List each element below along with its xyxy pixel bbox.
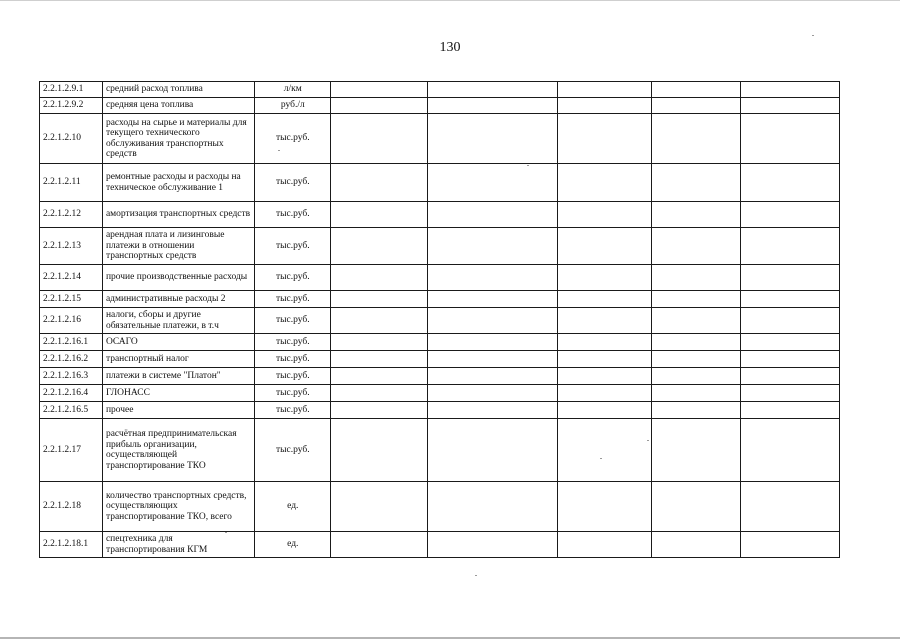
- empty-value-cell: [652, 291, 741, 308]
- scan-speck: [527, 165, 529, 166]
- row-name: арендная плата и лизинговые платежи в отношении транспортных средств: [102, 228, 254, 265]
- empty-value-cell: [652, 164, 741, 202]
- row-name: спецтехника для транспортирования КГМ: [102, 532, 254, 558]
- empty-value-cell: [741, 114, 840, 164]
- empty-value-cell: [652, 334, 741, 351]
- empty-value-cell: [427, 351, 557, 368]
- empty-value-cell: [331, 265, 427, 291]
- empty-value-cell: [557, 202, 651, 228]
- row-code: 2.2.1.2.15: [40, 291, 103, 308]
- table-row: [40, 402, 840, 419]
- row-unit: тыс.руб.: [255, 291, 331, 308]
- empty-value-cell: [652, 482, 741, 532]
- empty-value-cell: [427, 82, 557, 98]
- row-code: 2.2.1.2.11: [40, 164, 103, 202]
- empty-value-cell: [652, 532, 741, 558]
- empty-value-cell: [652, 228, 741, 265]
- empty-value-cell: [427, 228, 557, 265]
- table-row: [40, 228, 840, 265]
- table-row: [40, 482, 840, 532]
- empty-value-cell: [557, 334, 651, 351]
- empty-value-cell: [427, 114, 557, 164]
- row-name: прочее: [102, 402, 254, 419]
- row-code: 2.2.1.2.16.3: [40, 368, 103, 385]
- empty-value-cell: [331, 308, 427, 334]
- row-name: расчётная предпринимательская прибыль организации, осуществляющей транспортирование ТКО: [102, 419, 254, 482]
- row-unit: тыс.руб.: [255, 202, 331, 228]
- scan-speck: [812, 35, 814, 36]
- table-row: [40, 419, 840, 482]
- empty-value-cell: [652, 308, 741, 334]
- row-unit: тыс.руб.: [255, 114, 331, 164]
- empty-value-cell: [557, 291, 651, 308]
- empty-value-cell: [331, 402, 427, 419]
- row-unit: тыс.руб.: [255, 402, 331, 419]
- empty-value-cell: [331, 228, 427, 265]
- empty-value-cell: [331, 291, 427, 308]
- empty-value-cell: [741, 308, 840, 334]
- empty-value-cell: [557, 164, 651, 202]
- empty-value-cell: [557, 82, 651, 98]
- empty-value-cell: [331, 385, 427, 402]
- empty-value-cell: [741, 82, 840, 98]
- empty-value-cell: [652, 419, 741, 482]
- row-name: средняя цена топлива: [102, 98, 254, 114]
- row-unit: ед.: [255, 482, 331, 532]
- row-code: 2.2.1.2.16.2: [40, 351, 103, 368]
- row-code: 2.2.1.2.18: [40, 482, 103, 532]
- table-row: [40, 334, 840, 351]
- empty-value-cell: [557, 368, 651, 385]
- row-unit: тыс.руб.: [255, 368, 331, 385]
- row-unit: ед.: [255, 532, 331, 558]
- table-row: [40, 385, 840, 402]
- page-bottom-edge: [0, 637, 900, 639]
- table-body: [40, 82, 840, 558]
- row-name: административные расходы 2: [102, 291, 254, 308]
- empty-value-cell: [557, 482, 651, 532]
- empty-value-cell: [557, 532, 651, 558]
- scan-speck: [225, 532, 227, 533]
- empty-value-cell: [741, 291, 840, 308]
- table-row: [40, 202, 840, 228]
- empty-value-cell: [427, 368, 557, 385]
- row-unit: тыс.руб.: [255, 334, 331, 351]
- empty-value-cell: [427, 419, 557, 482]
- row-name: прочие производственные расходы: [102, 265, 254, 291]
- empty-value-cell: [427, 202, 557, 228]
- row-code: 2.2.1.2.17: [40, 419, 103, 482]
- empty-value-cell: [427, 98, 557, 114]
- empty-value-cell: [652, 351, 741, 368]
- empty-value-cell: [557, 308, 651, 334]
- row-unit: тыс.руб.: [255, 308, 331, 334]
- empty-value-cell: [741, 419, 840, 482]
- row-unit: тыс.руб.: [255, 265, 331, 291]
- table-row: [40, 98, 840, 114]
- empty-value-cell: [427, 402, 557, 419]
- data-table: [39, 81, 840, 558]
- empty-value-cell: [427, 334, 557, 351]
- empty-value-cell: [557, 98, 651, 114]
- empty-value-cell: [557, 419, 651, 482]
- row-unit: тыс.руб.: [255, 351, 331, 368]
- row-name: платежи в системе "Платон": [102, 368, 254, 385]
- table-row: [40, 265, 840, 291]
- empty-value-cell: [741, 334, 840, 351]
- row-code: 2.2.1.2.12: [40, 202, 103, 228]
- empty-value-cell: [741, 368, 840, 385]
- empty-value-cell: [557, 402, 651, 419]
- empty-value-cell: [741, 385, 840, 402]
- page-number: 130: [439, 40, 461, 55]
- scan-speck: [600, 458, 602, 459]
- row-code: 2.2.1.2.14: [40, 265, 103, 291]
- row-code: 2.2.1.2.16.5: [40, 402, 103, 419]
- empty-value-cell: [652, 368, 741, 385]
- empty-value-cell: [652, 82, 741, 98]
- row-unit: тыс.руб.: [255, 164, 331, 202]
- row-code: 2.2.1.2.16: [40, 308, 103, 334]
- row-code: 2.2.1.2.16.4: [40, 385, 103, 402]
- page-top-edge: [0, 0, 900, 1]
- empty-value-cell: [331, 98, 427, 114]
- empty-value-cell: [331, 419, 427, 482]
- row-name: ГЛОНАСС: [102, 385, 254, 402]
- row-name: амортизация транспортных средств: [102, 202, 254, 228]
- empty-value-cell: [331, 334, 427, 351]
- empty-value-cell: [741, 228, 840, 265]
- empty-value-cell: [557, 265, 651, 291]
- empty-value-cell: [427, 265, 557, 291]
- table-row: [40, 308, 840, 334]
- table-row: [40, 351, 840, 368]
- empty-value-cell: [557, 351, 651, 368]
- row-unit: руб./л: [255, 98, 331, 114]
- scan-speck: [475, 575, 477, 576]
- table-row: [40, 532, 840, 558]
- row-unit: тыс.руб.: [255, 419, 331, 482]
- table-row: [40, 164, 840, 202]
- empty-value-cell: [741, 402, 840, 419]
- table-row: [40, 368, 840, 385]
- empty-value-cell: [331, 351, 427, 368]
- empty-value-cell: [652, 402, 741, 419]
- empty-value-cell: [741, 532, 840, 558]
- table-row: [40, 291, 840, 308]
- empty-value-cell: [427, 482, 557, 532]
- empty-value-cell: [652, 265, 741, 291]
- row-name: средний расход топлива: [102, 82, 254, 98]
- empty-value-cell: [331, 82, 427, 98]
- empty-value-cell: [557, 385, 651, 402]
- empty-value-cell: [331, 114, 427, 164]
- empty-value-cell: [652, 202, 741, 228]
- row-name: ремонтные расходы и расходы на техническое обслуживание 1: [102, 164, 254, 202]
- row-unit: тыс.руб.: [255, 228, 331, 265]
- row-unit: л/км: [255, 82, 331, 98]
- row-name: количество транспортных средств, осуществляющих транспортирование ТКО, всего: [102, 482, 254, 532]
- empty-value-cell: [427, 164, 557, 202]
- empty-value-cell: [427, 308, 557, 334]
- empty-value-cell: [557, 114, 651, 164]
- row-code: 2.2.1.2.13: [40, 228, 103, 265]
- scan-speck: [278, 150, 280, 151]
- row-name: налоги, сборы и другие обязательные платежи, в т.ч: [102, 308, 254, 334]
- table-row: [40, 82, 840, 98]
- empty-value-cell: [652, 385, 741, 402]
- empty-value-cell: [652, 114, 741, 164]
- table-row: [40, 114, 840, 164]
- row-code: 2.2.1.2.10: [40, 114, 103, 164]
- row-unit: тыс.руб.: [255, 385, 331, 402]
- empty-value-cell: [331, 202, 427, 228]
- empty-value-cell: [331, 368, 427, 385]
- row-code: 2.2.1.2.18.1: [40, 532, 103, 558]
- empty-value-cell: [652, 98, 741, 114]
- empty-value-cell: [741, 202, 840, 228]
- row-code: 2.2.1.2.16.1: [40, 334, 103, 351]
- empty-value-cell: [331, 482, 427, 532]
- row-name: ОСАГО: [102, 334, 254, 351]
- empty-value-cell: [427, 385, 557, 402]
- empty-value-cell: [741, 164, 840, 202]
- empty-value-cell: [427, 291, 557, 308]
- row-name: расходы на сырье и материалы для текущего технического обслуживания транспортных средств: [102, 114, 254, 164]
- row-name: транспортный налог: [102, 351, 254, 368]
- scan-speck: [647, 440, 649, 441]
- empty-value-cell: [427, 532, 557, 558]
- row-code: 2.2.1.2.9.1: [40, 82, 103, 98]
- empty-value-cell: [741, 482, 840, 532]
- empty-value-cell: [741, 265, 840, 291]
- empty-value-cell: [741, 351, 840, 368]
- empty-value-cell: [331, 532, 427, 558]
- empty-value-cell: [557, 228, 651, 265]
- empty-value-cell: [741, 98, 840, 114]
- empty-value-cell: [331, 164, 427, 202]
- row-code: 2.2.1.2.9.2: [40, 98, 103, 114]
